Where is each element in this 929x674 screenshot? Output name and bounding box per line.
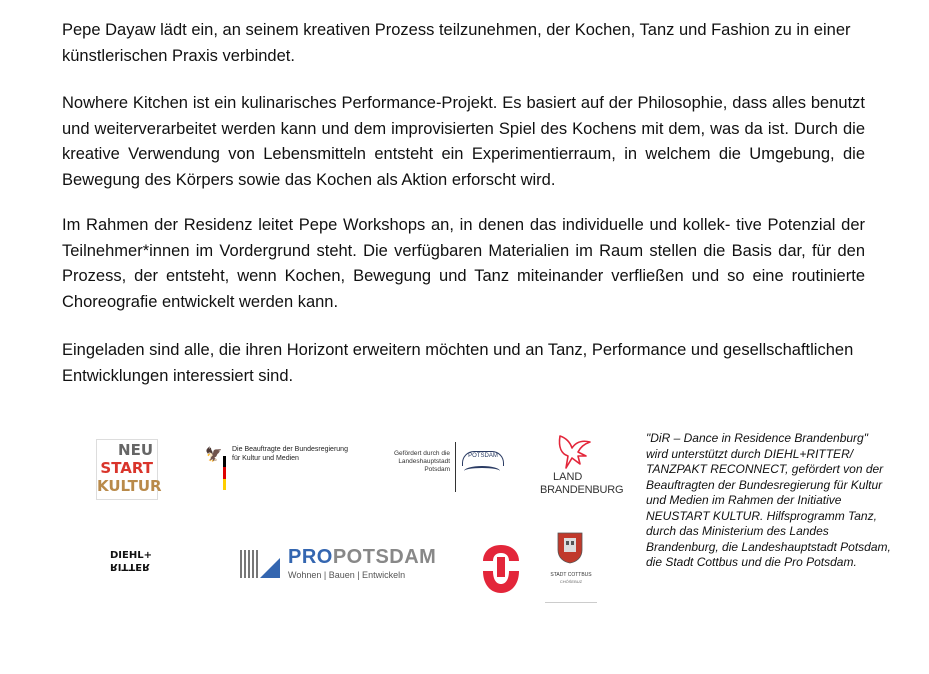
potsdam-logo (388, 442, 506, 492)
cottbus-line-1: STADT COTTBUS (550, 572, 592, 578)
bkm-text: Die Beauftragte der Bundesregierung für Kultur und Medien (232, 446, 348, 462)
propotsdam-name-pro: PRO (288, 546, 333, 568)
stadt-cottbus-logo (545, 532, 597, 604)
potsdam-mark-icon: POTSDAM (462, 451, 504, 466)
wave-icon (464, 466, 500, 476)
brandenburg-line-2: BRANDENBURG (540, 484, 624, 496)
propotsdam-slogan: Wohnen | Bauen | Entwickeln (288, 570, 406, 580)
diehl-ritter-logo (110, 550, 160, 574)
bkm-logo (205, 444, 355, 490)
propotsdam-name (288, 546, 436, 569)
propotsdam-logo (240, 546, 437, 580)
brandenburg-line-1: LAND (553, 471, 583, 483)
propotsdam-bars-icon (240, 548, 280, 578)
residency-paragraph: Im Rahmen der Residenz leitet Pepe Workshops an, in denen das individuelle und kollek- tive Potenzial der Teilnehmer*innen im Vordergrund steht. Die verfügbaren Materialien im Raum stellen die Basis dar, für den Prozess, der entsteht, wenn Kochen, Bewegung und Tanz miteinander verfließen und so eine routinierte Choreografie entwickelt werden kann. (62, 216, 865, 311)
coat-of-arms-icon (557, 532, 583, 564)
cottbus-c-icon (479, 541, 523, 597)
ritter-text: RITTER (110, 561, 150, 572)
divider (455, 442, 456, 492)
red-eagle-icon (552, 434, 594, 472)
intro-paragraph: Pepe Dayaw lädt ein, an seinem kreativen Prozess teilzunehmen, der Kochen, Tanz und Fashion zu in einer künstlerischen Praxis verbindet. (62, 21, 851, 65)
invitation-paragraph: Eingeladen sind alle, die ihren Horizont erweitern möchten und an Tanz, Performance und gesellschaftlichen Entwicklungen interessiert sind. (62, 341, 854, 385)
potsdam-funding-text: Gefördert durch die Landeshauptstadt Potsdam (393, 450, 450, 473)
land-brandenburg-logo (540, 434, 622, 504)
funding-credit-text: "DiR – Dance in Residence Brandenburg" wird unterstützt durch DIEHL+RITTER/ TANZPAKT RECONNECT, gefördert von der Beauftragten der Bundesregierung für Kultur und Medien im Rahmen der Initiative NEUSTART KULTUR. Hilfsprogramm Tanz, durch das Ministerium des Landes Brandenburg, die Landeshauptstadt Potsdam, die Stadt Cottbus und die Pro Potsdam. (646, 431, 891, 569)
neustart-kultur-logo (96, 439, 162, 500)
neustart-line-2: START (100, 459, 153, 477)
eagle-icon: 🦅 (205, 446, 223, 462)
diehl-text: DIEHL+ (110, 550, 152, 561)
neustart-line-3: KULTUR (97, 477, 162, 495)
divider (545, 602, 597, 603)
project-paragraph: Nowhere Kitchen ist ein kulinarisches Performance-Projekt. Es basiert auf der Philosophie, dass alles benutzt und weiterverarbeitet werden kann und dem improvisierten Spiel des Kochens mit dem, was da ist. Durch die kreative Verwendung von Lebensmitteln entsteht ein Experimentierraum, in welchem die Umgebung, die Bewegung des Körpers sowie das Kochen als Aktion erforscht wird. (62, 94, 865, 189)
neustart-line-1: NEU (118, 441, 153, 459)
cottbus-line-2: CHÓŚEBUZ (559, 579, 583, 584)
propotsdam-name-potsdam: POTSDAM (332, 546, 437, 568)
german-flag-icon (223, 456, 226, 490)
